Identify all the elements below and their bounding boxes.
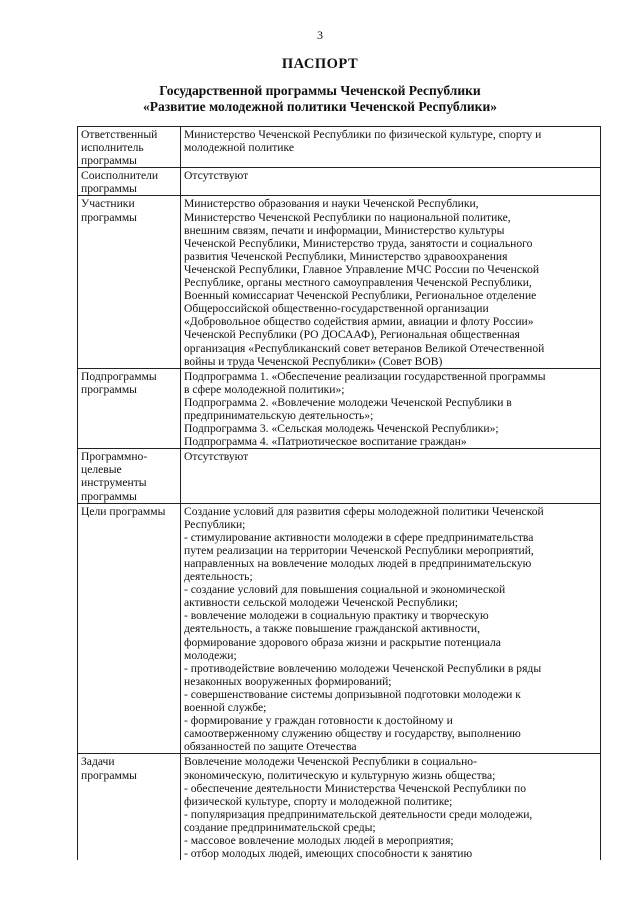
row-value-line: молодежной политике <box>184 141 294 155</box>
row-value-line: Министерство Чеченской Республики по физической культуре, спорту и <box>184 128 542 141</box>
row-value-line: физической культуре, спорту и молодежной политике; <box>184 794 453 808</box>
row-value-line: активности сельской молодежи Чеченской Республики; <box>184 596 459 610</box>
row-value-line: Военный комиссариат Чеченской Республики, Региональное отделение <box>184 289 537 303</box>
row-label-line: Участники <box>81 197 135 211</box>
row-value-line: военной службе; <box>184 701 267 715</box>
row-value-line: направленных на вовлечение молодых людей в предпринимательскую <box>184 557 532 570</box>
row-value-line: Создание условий для развития сферы молодежной политики Чеченской <box>184 504 544 518</box>
row-label <box>78 127 181 168</box>
row-value-line: Министерство образования и науки Чеченской Республики, <box>184 197 479 211</box>
page-number: 3 <box>317 28 323 42</box>
row-value-line: организация «Республиканский совет ветеранов Великой Отечественной <box>184 341 545 355</box>
row-label-line: Соисполнители <box>81 169 159 183</box>
row-label <box>78 503 181 754</box>
row-label-line: Ответственный <box>81 128 158 141</box>
row-label-line: целевые <box>81 463 122 477</box>
table-row <box>78 503 601 754</box>
row-value-line: Республике, органы местного самоуправления Чеченской Республики, <box>184 276 532 290</box>
row-value <box>181 449 601 503</box>
row-label-line: исполнитель <box>81 141 144 155</box>
row-value-line: Подпрограмма 4. «Патриотическое воспитание граждан» <box>184 435 467 449</box>
row-value-line: Чеченской Республики, Главное Управление МЧС России по Чеченской <box>184 262 540 276</box>
row-value-line: - стимулирование активности молодежи в сфере предпринимательства <box>184 530 534 544</box>
row-value-line: Подпрограмма 3. «Сельская молодежь Чеченской Республики»; <box>184 422 499 436</box>
row-value-line: Отсутствуют <box>184 169 249 183</box>
row-value-line: обязанностей по защите Отечества <box>184 740 357 754</box>
row-value <box>181 503 601 754</box>
row-label-line: программы <box>81 768 137 782</box>
row-value-line: в сфере молодежной политики»; <box>184 382 345 396</box>
table-row <box>78 168 601 196</box>
row-value-line: - формирование у граждан готовности к достойному и <box>184 714 453 728</box>
passport-table <box>77 126 601 860</box>
row-value-line: - обеспечение деятельности Министерства Чеченской Республики по <box>184 781 527 795</box>
title-line-1: Государственной программы Чеченской Республики <box>159 83 481 98</box>
row-label <box>78 449 181 503</box>
row-label-line: программы <box>81 182 137 196</box>
row-label-line: Программно- <box>81 450 148 464</box>
title-main: ПАСПОРТ <box>281 56 359 72</box>
row-value-line: войны и труда Чеченской Республики» (Совет ВОВ) <box>184 354 443 368</box>
row-value-line: предпринимательскую деятельность»; <box>184 408 374 422</box>
row-value-line: деятельность, а также повышение гражданской активности, <box>184 622 480 636</box>
row-value <box>181 168 601 196</box>
row-value <box>181 127 601 168</box>
row-value-line: Чеченской Республики (РО ДОСААФ), Региональная общественная <box>184 328 520 342</box>
table-row <box>78 127 601 168</box>
row-label-line: Подпрограммы <box>81 369 157 383</box>
row-label <box>78 368 181 449</box>
row-value-line: - популяризация предпринимательской деятельности среди молодежи, <box>184 807 533 821</box>
row-value-line: - массовое вовлечение молодых людей в мероприятия; <box>184 833 454 847</box>
title-line-2: «Развитие молодежной политики Чеченской Республики» <box>143 99 497 114</box>
row-value-line: Общероссийской общественно-государственной организации <box>184 302 489 316</box>
row-value <box>181 754 601 860</box>
table-row <box>78 449 601 503</box>
row-value-line: - вовлечение молодежи в социальную практику и творческую <box>184 609 489 623</box>
row-value-line: незаконных вооруженных формирований; <box>184 674 392 688</box>
row-label <box>78 196 181 368</box>
row-value-line: экономическую, политическую и культурную жизнь общества; <box>184 768 496 782</box>
row-value-line: «Добровольное общество содействия армии, авиации и флоту России» <box>184 315 534 329</box>
row-value-line: Чеченской Республики, Министерство труда, занятости и социального <box>184 236 533 250</box>
row-value-line: внешним связям, печати и информации, Министерство культуры <box>184 223 505 237</box>
row-label <box>78 754 181 860</box>
table-row <box>78 754 601 860</box>
row-label-line: Задачи <box>81 755 115 769</box>
row-value-line: - отбор молодых людей, имеющих способности к занятию <box>184 847 473 861</box>
row-label-line: инструменты <box>81 476 147 490</box>
row-value-line: Вовлечение молодежи Чеченской Республики в социально- <box>184 755 477 769</box>
row-value-line: развития Чеченской Республики, Министерство здравоохранения <box>184 249 508 263</box>
table-row <box>78 196 601 368</box>
row-value-line: Подпрограмма 1. «Обеспечение реализации государственной программы <box>184 369 546 383</box>
row-value-line: Министерство Чеченской Республики по национальной политике, <box>184 210 511 224</box>
document-title <box>60 56 580 115</box>
row-value-line: молодежи; <box>184 648 237 662</box>
row-value-line: создание предпринимательской среды; <box>184 820 376 834</box>
row-value-line: самоотверженному служению обществу и государству, выполнению <box>184 727 521 741</box>
row-label-line: программы <box>81 210 137 224</box>
row-value-line: Республики; <box>184 517 246 531</box>
row-value-line: Отсутствуют <box>184 450 249 464</box>
row-label <box>78 168 181 196</box>
row-label-line: программы <box>81 489 137 503</box>
row-label-line: Цели программы <box>81 504 166 518</box>
row-value-line: формирование здорового образа жизни и раскрытие потенциала <box>184 635 501 649</box>
row-label-line: программы <box>81 154 137 168</box>
table-row <box>78 368 601 449</box>
row-value-line: путем реализации на территории Чеченской Республики мероприятий, <box>184 543 534 557</box>
row-value <box>181 368 601 449</box>
row-label-line: программы <box>81 382 137 396</box>
row-value-line: Подпрограмма 2. «Вовлечение молодежи Чеченской Республики в <box>184 395 512 409</box>
row-value <box>181 196 601 368</box>
row-value-line: - создание условий для повышения социальной и экономической <box>184 583 506 597</box>
row-value-line: - совершенствование системы допризывной подготовки молодежи к <box>184 687 521 701</box>
row-value-line: деятельность; <box>184 570 253 584</box>
row-value-line: - противодействие вовлечению молодежи Чеченской Республики в ряды <box>184 661 542 675</box>
